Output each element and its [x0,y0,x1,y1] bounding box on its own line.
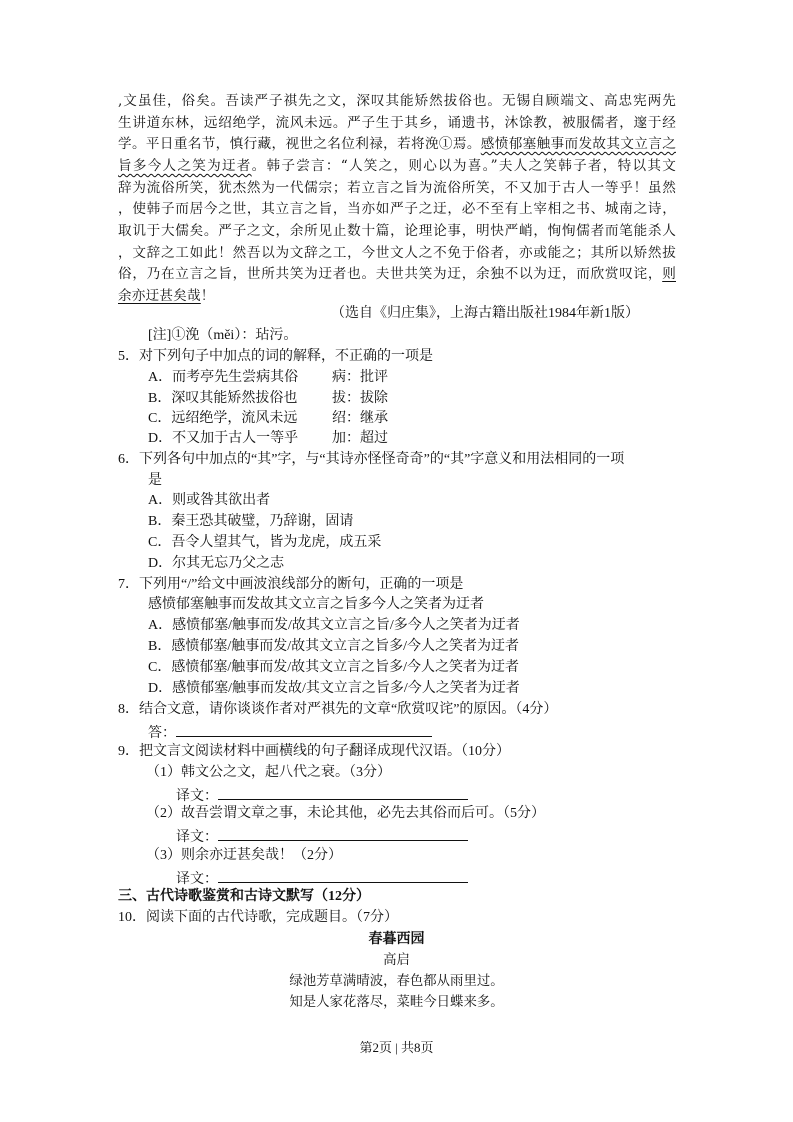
text: 。韩子尝言：“人笑之，则心以为喜。”夫人之笑韩子者，特以其文 [251,158,676,174]
q5-option-b: B．深叹其能矫然拔俗也 [148,391,298,406]
q5-option-c-gloss: 绍：继承 [332,411,388,426]
q9-translation-2[interactable] [176,825,468,848]
text: 辞为流俗所笑，犹杰然为一代儒宗；若立言之旨为流俗所笑，不又加于古人一等乎！虽然 [118,180,676,196]
wavy-underlined-text: 旨多今人之笑为迂者 [118,158,252,174]
poem-line: 知是人家花落尽，菜畦今日蝶来多。 [289,995,504,1010]
q9-item-1: （1）韩文公之文，起八代之衰。（3分） [146,765,391,780]
passage-line [118,199,676,219]
q5-option-a [148,368,298,388]
text: 生讲道东林，远绍绝学，流风未远。严子生于其乡，诵遗书，沐馀教，被服儒者，邃于经 [118,115,676,131]
answer-blank[interactable] [176,721,432,737]
text: ，文辞之工如此！然吾以为文辞之工，今世文人之不免于俗者，亦或能之；其所以矫然拔 [118,245,676,261]
passage-line [118,264,676,284]
translation-label: 译文： [176,872,218,887]
text: 俗，乃在立言之旨，世所共笑为迂者也。夫世共笑为迂，余独不以为迂，而欣赏叹诧， [118,266,663,282]
q7-option-a: A．感愤郁塞/触事而发/故其文立言之旨/多今人之笑者为迂者 [148,618,520,633]
passage-line [118,91,676,111]
translation-label: 译文： [176,830,218,845]
text: 取讥于大儒矣。严子之文，余所见止数十篇，论理论事，明快严峭，恂恂儒者而笔能杀人 [118,223,676,239]
answer-blank[interactable] [218,784,468,800]
q10-stem: 10．阅读下面的古代诗歌，完成题目。（7分） [118,910,398,925]
q9-item-3: （3）则余亦迂甚矣哉！（2分） [146,848,342,863]
poem-title: 春暮西园 [368,932,425,947]
q5-option-b-gloss: 拔：拔除 [332,391,388,406]
q7-sentence: 感愤郁塞触事而发故其文立言之旨多今人之笑者为迂者 [148,597,484,612]
passage-line [118,156,676,176]
source-citation: （选自《归庄集》，上海古籍出版社1984年新1版） [331,306,639,321]
section-heading: 三、古代诗歌鉴赏和古诗文默写（12分） [118,889,370,904]
passage-line [118,286,215,306]
q7-option-b: B．感愤郁塞/触事而发/故其文立言之旨多/今人之笑者为迂者 [148,639,520,654]
q8-answer[interactable] [148,721,432,744]
text: ,文虽佳，俗矣。吾读严子祺先之文，深叹其能矫然拔俗也。无锡自顾端文、高忠宪两先 [118,93,676,109]
q5-stem: 5．对下列句子中加点的词的解释，不正确的一项是 [118,349,433,364]
text: ，使韩子而居今之世，其立言之旨，当亦如严子之迂，必不至有上宰相之书、城南之诗， [118,201,676,217]
underlined-text: 余亦迂甚矣哉 [118,288,201,304]
answer-label: 答： [148,726,176,741]
underlined-text: 则 [662,266,676,282]
poem-author: 高启 [383,953,410,968]
option-text: A．而考亭先生尝病其俗 [148,370,299,385]
passage-line [118,113,676,133]
q9-item-2: （2）故吾尝谓文章之事，未论其他，必先去其俗而后可。（5分） [146,806,545,821]
wavy-underlined-text: 感愤郁塞触事而发故其文立言之 [480,136,676,152]
poem-line: 绿池芳草满晴波，春色都从雨里过。 [289,974,504,989]
passage-line [118,134,676,154]
q6-option-a: A．则或咎其欲出者 [148,493,271,508]
q6-stem: 6．下列各句中加点的“其”字，与“其诗亦怪怪奇奇”的“其”字意义和用法相同的一项 [118,452,625,467]
q5-option-c: C．远绍绝学，流风未远 [148,411,298,426]
q7-option-c: C．感愤郁塞/触事而发/故其文立言之旨多/今人之笑者为迂者 [148,660,520,675]
q5-option-a-gloss: 病：批评 [332,370,388,385]
passage-line [118,221,676,241]
q6-option-d: D．尔其无忘乃父之志 [148,556,285,571]
passage-line [118,243,676,263]
text: 学。平日重名节，慎行藏，视世之名位利禄，若将浼①焉。 [118,136,481,152]
q7-option-d: D．感愤郁塞/触事而发故/其文立言之旨多/今人之笑者为迂者 [148,681,520,696]
answer-blank[interactable] [218,825,468,841]
text: ！ [200,288,215,304]
q5-option-d-gloss: 加：超过 [332,431,388,446]
q8-stem: 8．结合文意，请你谈谈作者对严祺先的文章“欣赏叹诧”的原因。（4分） [118,702,558,717]
answer-blank[interactable] [218,867,468,883]
page-footer: 第2页 | 共8页 [359,1040,434,1055]
q6-option-b: B．秦王恐其破璧，乃辞谢，固请 [148,514,354,529]
q5-option-d: D．不又加于古人一等乎 [148,431,299,446]
q9-stem: 9．把文言文阅读材料中画横线的句子翻译成现代汉语。（10分） [118,744,510,759]
translation-label: 译文： [176,789,218,804]
q7-stem: 7．下列用“/”给文中画波浪线部分的断句，正确的一项是 [118,577,464,592]
q6-stem-cont: 是 [148,473,162,488]
footnote: [注]①浼（měi）：玷污。 [148,328,298,343]
passage-line [118,178,676,198]
q6-option-c: C．吾令人望其气，皆为龙虎，成五采 [148,535,382,550]
